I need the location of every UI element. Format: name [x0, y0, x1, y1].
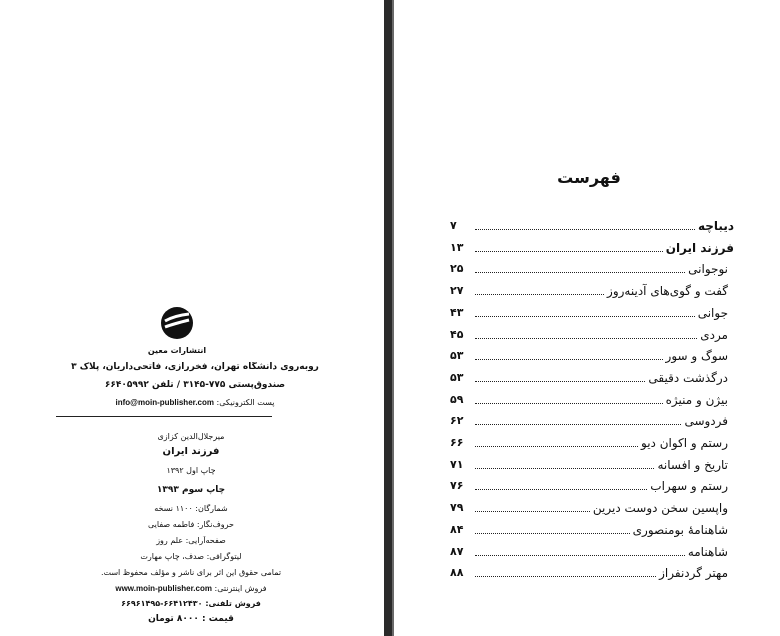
price: قیمت : ۸۰۰۰ تومان — [148, 614, 234, 624]
toc-entry — [450, 474, 734, 494]
toc-entry-page: ۶۲ — [450, 414, 464, 428]
toc-entry — [450, 257, 734, 277]
toc-entry-title: جوانی — [697, 305, 728, 320]
toc-entry-page: ۷۹ — [450, 501, 464, 515]
toc-entry — [450, 366, 734, 386]
publisher-email-line — [60, 398, 330, 407]
publisher-name: انتشارات معین — [147, 346, 207, 355]
toc-entry — [450, 496, 734, 516]
toc-entry — [450, 236, 734, 256]
toc-leader-dots — [475, 446, 638, 447]
colophon-divider — [56, 416, 272, 417]
toc-leader-dots — [475, 381, 645, 382]
toc-entry — [450, 344, 734, 364]
toc-entry — [450, 279, 734, 299]
toc-leader-dots — [475, 511, 590, 512]
toc-entry — [450, 214, 734, 234]
toc-leader-dots — [475, 338, 697, 339]
publisher-logo-icon — [160, 306, 194, 340]
phone-sales: فروش تلفنی: ۶۶۴۱۲۴۳۰-۶۶۹۶۱۴۹۵ — [121, 599, 261, 608]
toc-leader-dots — [475, 468, 654, 469]
toc-entry-page: ۵۳ — [450, 349, 464, 363]
toc-entry-page: ۵۳ — [450, 370, 464, 384]
online-sales-url: www.moin-publisher.com — [115, 584, 212, 593]
toc-entry-page: ۶۶ — [450, 436, 464, 449]
toc-entry — [450, 453, 734, 473]
colophon-page — [0, 0, 384, 636]
book-title: فرزند ایران — [162, 447, 220, 457]
toc-entry-title: گفت و گوی‌های آدینه‌روز — [607, 284, 728, 299]
toc-entry-title: مهتر گردنفراز — [659, 566, 728, 581]
rights-notice: تمامی حقوق این اثر برای ناشر و مؤلف محفوظ است. — [100, 568, 282, 577]
toc-leader-dots — [475, 424, 681, 425]
lithography-credit: لیتوگرافی: صدف، چاپ مهارت — [140, 552, 242, 561]
toc-entry — [450, 301, 734, 321]
toc-entry-page: ۷ — [450, 219, 457, 232]
toc-entry-page: ۷۶ — [450, 479, 464, 493]
toc-entry-page: ۸۷ — [450, 544, 464, 558]
toc-leader-dots — [475, 294, 604, 295]
toc-leader-dots — [475, 316, 695, 317]
toc-page — [394, 0, 780, 636]
toc-entry — [450, 431, 734, 451]
toc-entry-title: فردوسی — [684, 414, 728, 429]
email-label: پست الکترونیکی: — [216, 398, 275, 407]
page-layout-credit: صفحه‌آرایی: علم روز — [156, 536, 226, 545]
toc-entry — [450, 540, 734, 560]
toc-entry-page: ۲۵ — [450, 262, 464, 276]
toc-entry-title: سوگ و سور — [665, 349, 728, 364]
toc-leader-dots — [475, 489, 647, 490]
toc-entry-title: نوجوانی — [688, 262, 728, 277]
toc-entry-title: بیژن و منیژه — [665, 392, 728, 407]
toc-entry — [450, 409, 734, 429]
publisher-postbox-phone: صندوق‌پستی ۷۷۵-۳۱۴۵ / تلفن ۶۶۴۰۵۹۹۲ — [104, 380, 286, 390]
toc-list — [394, 0, 780, 636]
toc-entry-title: درگذشت دقیقی — [648, 370, 728, 385]
toc-entry-title: تاریخ و افسانه — [657, 457, 728, 472]
online-sales — [40, 584, 342, 594]
toc-entry-page: ۸۴ — [450, 522, 464, 536]
typesetter: حروف‌نگار: فاطمه صفایی — [148, 520, 234, 529]
toc-title: فهرست — [557, 168, 621, 187]
toc-entry-title: رستم و اکوان دیو — [641, 436, 728, 450]
online-sales-label: فروش اینترنتی: — [214, 584, 267, 593]
book-spine — [384, 0, 394, 636]
author-name: میرجلال‌الدین کزازی — [157, 432, 225, 441]
toc-leader-dots — [475, 251, 663, 252]
toc-entry — [450, 561, 734, 581]
toc-entry-title: مردی — [700, 327, 728, 342]
toc-entry — [450, 388, 734, 408]
toc-entry-page: ۴۵ — [450, 327, 464, 341]
toc-leader-dots — [475, 533, 630, 534]
toc-entry-page: ۴۳ — [450, 305, 464, 319]
toc-entry-page: ۸۸ — [450, 566, 464, 580]
toc-leader-dots — [475, 555, 685, 556]
toc-leader-dots — [475, 576, 656, 577]
toc-entry-page: ۲۷ — [450, 284, 464, 298]
toc-entry-title: فرزند ایران — [665, 240, 734, 255]
toc-entry — [450, 323, 734, 343]
toc-entry-title: دیباچه — [698, 219, 734, 233]
toc-leader-dots — [475, 229, 695, 230]
toc-entry-title: شاهنامه — [687, 544, 728, 559]
toc-entry-title: رستم و سهراب — [650, 479, 728, 494]
print-run: شمارگان: ۱۱۰۰ نسخه — [154, 504, 228, 513]
toc-leader-dots — [475, 359, 663, 360]
email-address: info@moin-publisher.com — [115, 398, 214, 407]
toc-entry — [450, 518, 734, 538]
toc-leader-dots — [475, 272, 685, 273]
toc-entry-title: شاهنامهٔ بومنصوری — [632, 522, 728, 537]
toc-entry-page: ۷۱ — [450, 457, 464, 471]
publisher-address: روبه‌روی دانشگاه تهران، فخررازی، فاتحی‌داریان، پلاک ۳ — [71, 362, 319, 372]
toc-entry-title: واپسین سخن دوست دیرین — [592, 501, 728, 516]
toc-entry-page: ۱۳ — [450, 240, 464, 254]
toc-leader-dots — [475, 403, 663, 404]
first-print: چاپ اول ۱۳۹۲ — [166, 466, 216, 475]
third-print: چاپ سوم ۱۳۹۳ — [156, 485, 226, 495]
toc-entry-page: ۵۹ — [450, 392, 464, 406]
